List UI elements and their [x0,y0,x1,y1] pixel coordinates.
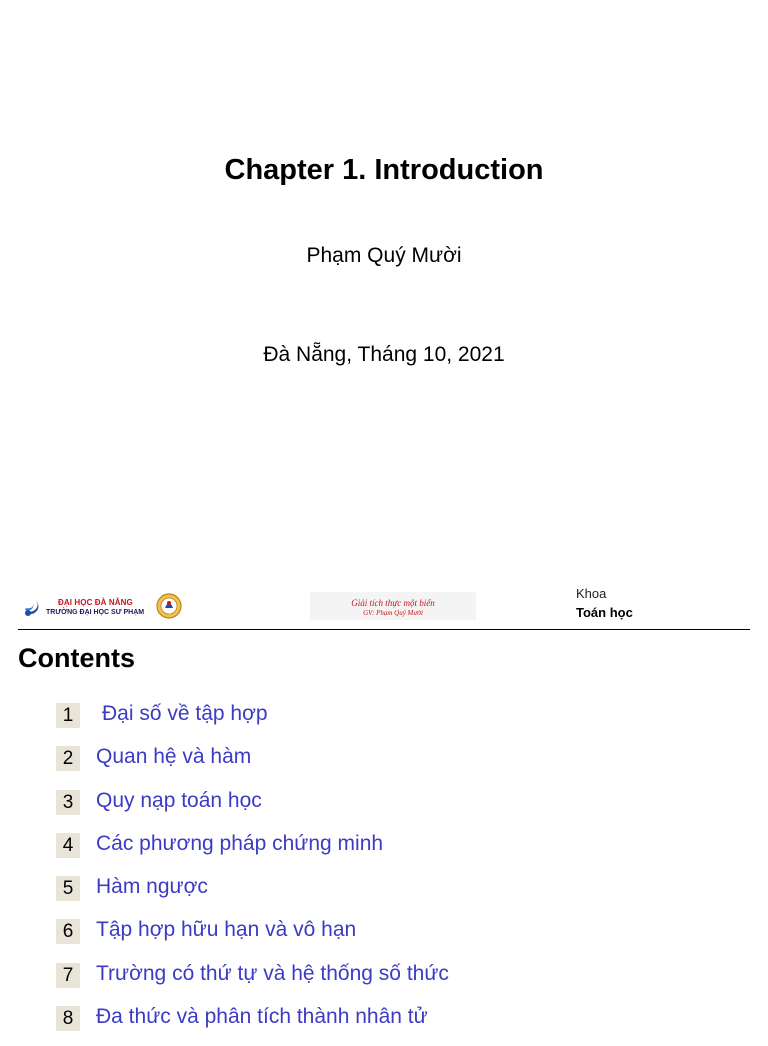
toc-item[interactable] [56,1003,756,1046]
toc-link[interactable]: Các phương pháp chứng minh [96,831,384,855]
contents-heading: Contents [18,643,135,673]
department-label: Khoa [576,586,607,601]
toc-link[interactable]: Trường có thứ tự và hệ thống số thức [96,961,449,985]
toc-item[interactable] [56,700,756,743]
toc-number: 7 [56,963,80,988]
university-name: ĐẠI HỌC ĐÀ NẴNG [58,598,133,607]
slide-header [0,580,768,632]
toc-number: 3 [56,790,80,815]
course-banner [310,592,476,620]
toc-item[interactable] [56,743,756,786]
toc-link[interactable]: Đại số về tập hợp [102,702,268,725]
header-divider [18,629,750,630]
university-swirl-icon [22,594,44,618]
toc-number: 5 [56,876,80,901]
toc-link[interactable]: Hàm ngược [96,875,208,899]
author-name: Phạm Quý Mười [306,244,462,267]
toc-number: 6 [56,919,80,944]
toc-item[interactable] [56,916,756,959]
toc-number: 4 [56,833,80,858]
toc-link[interactable]: Tập hợp hữu hạn và vô hạn [96,918,357,942]
toc-number: 1 [56,703,80,728]
toc-link[interactable]: Quan hệ và hàm [96,745,252,769]
course-title: Giải tích thực một biến [351,598,435,608]
place-date: Đà Nẵng, Tháng 10, 2021 [263,343,505,366]
toc-link[interactable]: Quy nạp toán học [96,788,262,812]
toc-item[interactable] [56,787,756,830]
school-name: TRƯỜNG ĐẠI HỌC SƯ PHẠM [46,609,145,616]
course-teacher: GV: Phạm Quý Mười [363,609,423,617]
toc-number: 8 [56,1006,80,1031]
department-name: Toán học [576,605,633,620]
slide-title: Chapter 1. Introduction [224,154,544,186]
toc-number: 2 [56,746,80,771]
toc-item[interactable] [56,830,756,873]
university-logo [20,592,190,622]
school-seal-icon [156,593,182,619]
table-of-contents [56,700,756,1046]
toc-item[interactable] [56,960,756,1003]
toc-link[interactable]: Đa thức và phân tích thành nhân tử [96,1005,428,1029]
toc-item[interactable] [56,873,756,916]
